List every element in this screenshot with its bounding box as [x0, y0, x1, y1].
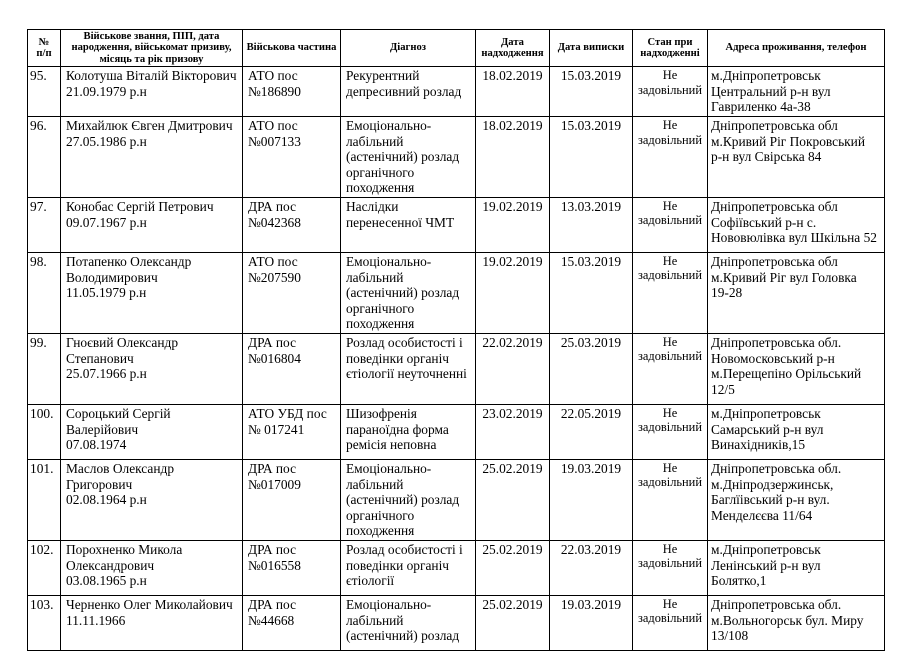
header-diagnosis: Діагноз [341, 30, 476, 67]
address: Дніпропетровська обл. Новомосковський р-н м.Перещепіно Орільський 12/5 [711, 334, 862, 397]
admission-date-cell [476, 595, 550, 650]
admission-state-cell [633, 252, 708, 333]
header-name: Військове звання, ПІП, дата народження, військомат призиву, місяць та рік призову [61, 30, 243, 67]
patient-name: Конобас Сергій Петрович 09.07.1967 р.н [66, 198, 214, 230]
row-number: 97. [30, 198, 47, 214]
admission-state: Не задовільний [638, 253, 702, 283]
row-number: 95. [30, 68, 47, 84]
diagnosis: Емоціонально- лабільний (астенічний) розлад органічного походження [346, 118, 460, 196]
discharge-date: 15.03.2019 [560, 68, 622, 84]
address: м.Дніпропетровськ Центральний р-н вул Гавриленко 4а-38 [711, 68, 831, 115]
admission-date-cell [476, 67, 550, 117]
row-number: 99. [30, 334, 47, 350]
table-body [28, 67, 885, 651]
admission-date: 25.02.2019 [482, 460, 543, 476]
row-number-cell [28, 117, 61, 198]
discharge-date: 22.03.2019 [560, 541, 622, 557]
admission-state: Не задовільний [638, 198, 702, 228]
table-header [28, 30, 885, 67]
military-unit: АТО УБД пос № 017241 [248, 405, 327, 437]
header-date-out: Дата виписки [550, 30, 633, 67]
diagnosis: Емоціонально- лабільний (астенічний) розлад [346, 596, 460, 644]
address-cell [708, 595, 885, 650]
discharge-date-cell [550, 252, 633, 333]
admission-state-cell [633, 67, 708, 117]
address: Дніпропетровська обл. м.Вольногорськ бул. Миру 13/108 [711, 596, 864, 644]
admission-date-cell [476, 459, 550, 540]
military-unit-cell [243, 67, 341, 117]
address-cell [708, 117, 885, 198]
discharge-date-cell [550, 404, 633, 459]
header-state: Стан при надходженні [633, 30, 708, 67]
admission-date-cell [476, 197, 550, 252]
military-unit-cell [243, 117, 341, 198]
row-number-cell [28, 252, 61, 333]
row-number: 101. [30, 460, 54, 476]
military-unit-cell [243, 404, 341, 459]
table-row [28, 197, 885, 252]
military-unit: АТО пос №007133 [248, 118, 301, 149]
diagnosis: Шизофренія параноїдна форма ремісія неповна [346, 405, 449, 453]
diagnosis-cell [341, 67, 476, 117]
row-number: 96. [30, 118, 47, 133]
address-cell [708, 333, 885, 404]
admission-date: 23.02.2019 [482, 405, 543, 421]
military-unit: АТО пос №186890 [248, 68, 301, 99]
admission-date-cell [476, 117, 550, 198]
table-row [28, 595, 885, 650]
table-row [28, 67, 885, 117]
admission-state: Не задовільний [638, 334, 702, 364]
patient-name: Порохненко Микола Олександрович 03.08.1965 р.н [66, 541, 183, 589]
admission-date: 22.02.2019 [482, 334, 543, 350]
admission-date: 18.02.2019 [482, 68, 543, 84]
row-number-cell [28, 540, 61, 595]
patient-name-cell [61, 333, 243, 404]
admission-date: 25.02.2019 [482, 596, 543, 612]
address-cell [708, 459, 885, 540]
patient-name: Михайлюк Євген Дмитрович 27.05.1986 р.н [66, 118, 233, 149]
discharge-date-cell [550, 459, 633, 540]
diagnosis-cell [341, 333, 476, 404]
address: Дніпропетровська обл м.Кривий Ріг вул Головка 19-28 [711, 253, 857, 301]
military-unit-cell [243, 595, 341, 650]
row-number: 98. [30, 253, 47, 269]
discharge-date-cell [550, 117, 633, 198]
discharge-date-cell [550, 595, 633, 650]
diagnosis: Розлад особистості і поведінки органіч єтіології неуточненні [346, 334, 467, 382]
discharge-date-cell [550, 197, 633, 252]
address: Дніпропетровська обл. м.Дніпродзержинськ, Баглїівський р-н вул. Менделєєва 11/64 [711, 460, 842, 523]
military-unit: ДРА пос №017009 [248, 460, 301, 492]
address-cell [708, 404, 885, 459]
patient-name-cell [61, 67, 243, 117]
patient-table [27, 29, 885, 651]
table-row [28, 117, 885, 198]
header-unit: Військова частина [243, 30, 341, 67]
admission-date-cell [476, 540, 550, 595]
admission-date: 18.02.2019 [482, 118, 543, 133]
discharge-date: 13.03.2019 [560, 198, 622, 214]
diagnosis: Рекурентний депресивний розлад [346, 68, 462, 99]
address: Дніпропетровська обл Софіївський р-н с. Нововюлівка вул Шкільна 52 [711, 198, 877, 246]
military-unit: ДРА пос №016804 [248, 334, 301, 366]
row-number-cell [28, 197, 61, 252]
diagnosis-cell [341, 197, 476, 252]
discharge-date: 15.03.2019 [560, 253, 622, 269]
admission-date: 19.02.2019 [482, 198, 543, 214]
patient-name-cell [61, 197, 243, 252]
row-number: 103. [30, 596, 54, 612]
discharge-date: 22.05.2019 [560, 405, 622, 421]
patient-name: Сороцький Сергій Валерійович 07.08.1974 [66, 405, 171, 453]
address: м.Дніпропетровськ Самарський р-н вул Винахідників,15 [711, 405, 824, 453]
patient-name: Черненко Олег Миколайович 11.11.1966 [66, 596, 233, 628]
discharge-date: 19.03.2019 [560, 460, 622, 476]
admission-date-cell [476, 252, 550, 333]
admission-date-cell [476, 333, 550, 404]
military-unit-cell [243, 333, 341, 404]
admission-state: Не задовільний [638, 541, 702, 571]
header-num: № п/п [28, 30, 61, 67]
admission-state-cell [633, 404, 708, 459]
discharge-date: 25.03.2019 [560, 334, 622, 350]
row-number-cell [28, 404, 61, 459]
patient-name: Маслов Олександр Григорович 02.08.1964 р.н [66, 460, 175, 508]
address: м.Дніпропетровськ Ленінський р-н вул Болятко,1 [711, 541, 821, 589]
diagnosis: Наслідки перенесенної ЧМТ [346, 198, 455, 230]
patient-name-cell [61, 252, 243, 333]
admission-state-cell [633, 333, 708, 404]
row-number-cell [28, 459, 61, 540]
military-unit-cell [243, 459, 341, 540]
admission-state-cell [633, 540, 708, 595]
address-cell [708, 67, 885, 117]
admission-state-cell [633, 459, 708, 540]
address-cell [708, 540, 885, 595]
diagnosis-cell [341, 117, 476, 198]
diagnosis: Розлад особистості і поведінки органіч єтіології [346, 541, 463, 589]
patient-name: Колотуша Віталій Вікторович 21.09.1979 р.н [66, 68, 237, 99]
address-cell [708, 252, 885, 333]
patient-name-cell [61, 404, 243, 459]
admission-state: Не задовільний [638, 405, 702, 435]
table-row [28, 252, 885, 333]
military-unit-cell [243, 540, 341, 595]
admission-state-cell [633, 595, 708, 650]
table-row [28, 333, 885, 404]
admission-state-cell [633, 117, 708, 198]
admission-date-cell [476, 404, 550, 459]
military-unit-cell [243, 197, 341, 252]
patient-name-cell [61, 595, 243, 650]
discharge-date-cell [550, 540, 633, 595]
diagnosis-cell [341, 459, 476, 540]
diagnosis-cell [341, 404, 476, 459]
row-number: 100. [30, 405, 54, 421]
diagnosis-cell [341, 595, 476, 650]
admission-state: Не задовільний [638, 118, 702, 147]
patient-name-cell [61, 459, 243, 540]
discharge-date-cell [550, 67, 633, 117]
military-unit: АТО пос №207590 [248, 253, 301, 285]
diagnosis-cell [341, 540, 476, 595]
row-number: 102. [30, 541, 54, 557]
table-row [28, 404, 885, 459]
row-number-cell [28, 595, 61, 650]
military-unit: ДРА пос №042368 [248, 198, 301, 230]
military-unit: ДРА пос №44668 [248, 596, 297, 628]
admission-date: 25.02.2019 [482, 541, 543, 557]
patient-name-cell [61, 117, 243, 198]
military-unit-cell [243, 252, 341, 333]
header-date-in: Дата надходження [476, 30, 550, 67]
address: Дніпропетровська обл м.Кривий Ріг Покровський р-н вул Свірська 84 [711, 118, 866, 165]
diagnosis: Емоціонально- лабільний (астенічний) розлад органічного походження [346, 460, 460, 539]
header-address: Адреса проживання, телефон [708, 30, 885, 67]
table-row [28, 540, 885, 595]
admission-state: Не задовільний [638, 596, 702, 626]
row-number-cell [28, 333, 61, 404]
admission-state-cell [633, 197, 708, 252]
patient-name-cell [61, 540, 243, 595]
header-row [28, 30, 885, 67]
admission-state: Не задовільний [638, 68, 702, 97]
admission-state: Не задовільний [638, 460, 702, 490]
discharge-date-cell [550, 333, 633, 404]
military-unit: ДРА пос №016558 [248, 541, 301, 573]
row-number-cell [28, 67, 61, 117]
discharge-date: 15.03.2019 [560, 118, 622, 133]
diagnosis-cell [341, 252, 476, 333]
patient-name: Гноєвий Олександр Степанович 25.07.1966 р.н [66, 334, 179, 382]
discharge-date: 19.03.2019 [560, 596, 622, 612]
address-cell [708, 197, 885, 252]
patient-name: Потапенко Олександр Володимирович 11.05.1979 р.н [66, 253, 192, 301]
table-row [28, 459, 885, 540]
admission-date: 19.02.2019 [482, 253, 543, 269]
diagnosis: Емоціонально- лабільний (астенічний) розлад органічного походження [346, 253, 460, 332]
